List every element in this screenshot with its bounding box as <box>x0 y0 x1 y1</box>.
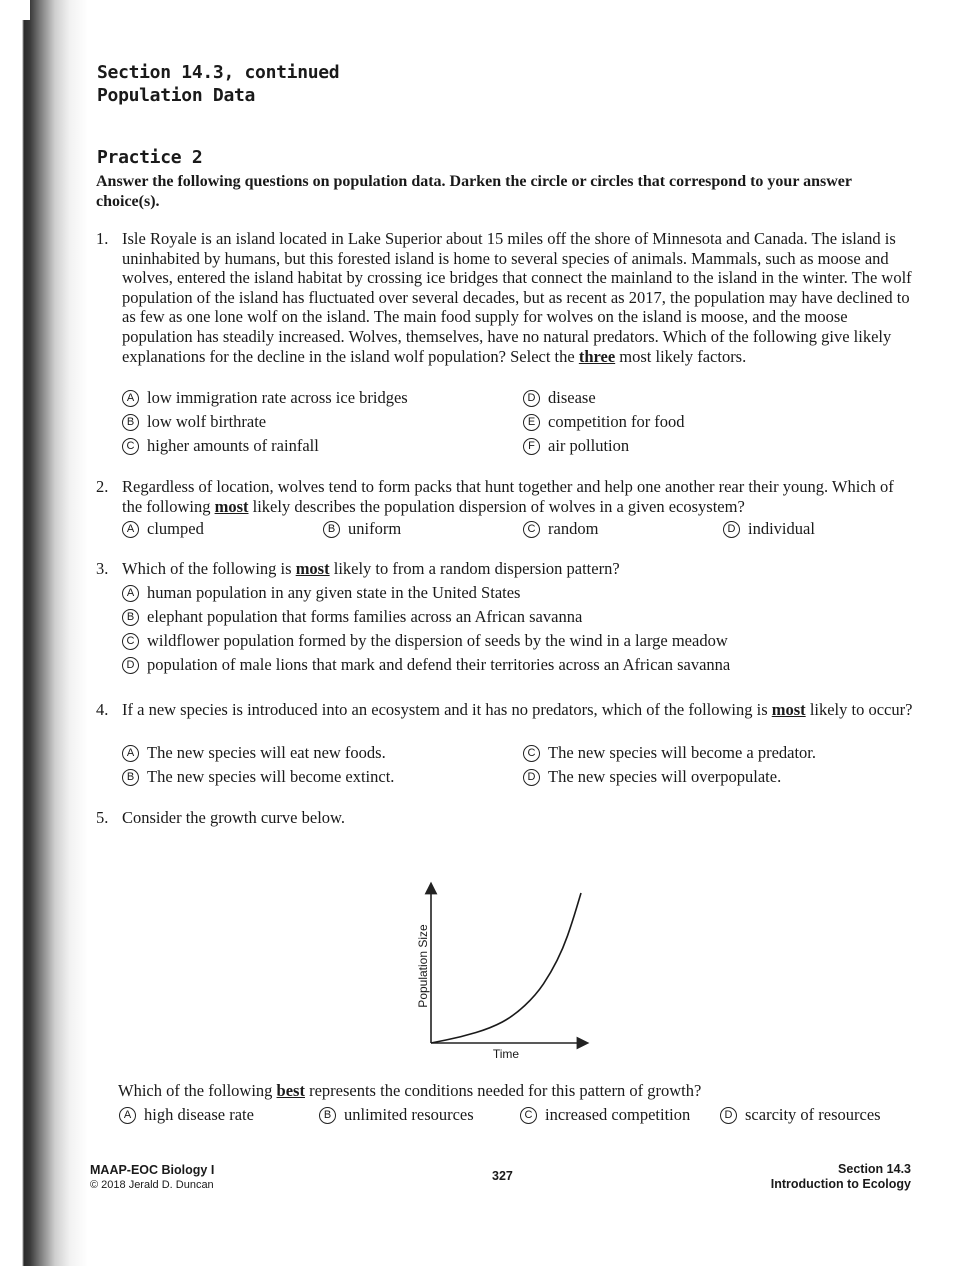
answer-bubble[interactable]: A <box>122 390 139 407</box>
practice-heading: Practice 2 <box>97 147 203 168</box>
answer-text: low immigration rate across ice bridges <box>147 388 408 407</box>
question-1 <box>96 229 916 366</box>
answer-option-1e[interactable] <box>523 412 685 432</box>
answer-bubble[interactable]: C <box>523 745 540 762</box>
answer-bubble[interactable]: B <box>323 521 340 538</box>
answer-bubble[interactable]: B <box>122 769 139 786</box>
answer-option-1f[interactable] <box>523 436 629 456</box>
growth-curve-svg <box>400 880 600 1065</box>
answer-text: clumped <box>147 519 204 538</box>
question-text <box>118 1081 938 1101</box>
question-text <box>122 229 916 366</box>
question-emphasis: most <box>295 559 330 578</box>
answer-option-3d[interactable] <box>122 655 730 675</box>
footer-right <box>700 1162 911 1192</box>
footer-section-title: Introduction to Ecology <box>770 1177 911 1191</box>
question-text-part: Which of the following <box>118 1081 277 1100</box>
answer-text: The new species will overpopulate. <box>548 767 782 786</box>
growth-curve-chart <box>400 880 600 1070</box>
answer-text: population of male lions that mark and defend their territories across an African savanna <box>147 655 731 674</box>
question-emphasis: best <box>276 1081 305 1100</box>
answer-bubble[interactable]: D <box>723 521 740 538</box>
answer-text: competition for food <box>548 412 685 431</box>
answer-option-2d[interactable] <box>723 519 815 539</box>
footer-section: Section 14.3 <box>838 1162 911 1176</box>
footer-copyright: © 2018 Jerald D. Duncan <box>90 1179 214 1191</box>
answer-text: higher amounts of rainfall <box>147 436 319 455</box>
answer-bubble[interactable]: B <box>122 414 139 431</box>
y-axis-label: Population Size <box>416 924 430 1008</box>
answer-bubble[interactable]: C <box>520 1107 537 1124</box>
question-text <box>122 559 916 579</box>
page-number: 327 <box>492 1169 513 1183</box>
question-text-part: represents the conditions needed for this pattern of growth? <box>304 1081 702 1100</box>
answer-text: The new species will become extinct. <box>147 767 395 786</box>
instructions: Answer the following questions on population data. Darken the circle or circles that correspond to your answer choice(s). <box>96 173 852 210</box>
question-number: 5. <box>96 808 109 827</box>
question-emphasis: most <box>214 496 249 516</box>
answer-option-4d[interactable] <box>523 767 781 787</box>
question-number: 4. <box>96 700 109 719</box>
answer-bubble[interactable]: A <box>122 521 139 538</box>
question-text-part: Regardless of location, wolves tend to form packs that hunt together and help one another rear their young. Which of the following <box>122 477 894 516</box>
answer-option-2b[interactable] <box>323 519 401 539</box>
answer-bubble[interactable]: F <box>523 438 540 455</box>
answer-bubble[interactable]: B <box>122 609 139 626</box>
question-text: Consider the growth curve below. <box>122 808 345 827</box>
answer-option-5a[interactable] <box>119 1105 254 1125</box>
answer-text: The new species will eat new foods. <box>147 743 386 762</box>
question-number: 1. <box>96 229 109 248</box>
answer-text: air pollution <box>548 436 630 455</box>
question-text-part: likely to occur? <box>805 700 913 719</box>
answer-bubble[interactable]: E <box>523 414 540 431</box>
question-4 <box>96 700 916 720</box>
section-heading: Section 14.3, continued <box>97 62 340 83</box>
answer-text: elephant population that forms families across an African savanna <box>147 607 583 626</box>
question-3 <box>96 559 916 579</box>
answer-bubble[interactable]: C <box>122 633 139 650</box>
answer-text: increased competition <box>545 1105 691 1124</box>
answer-option-5c[interactable] <box>520 1105 690 1125</box>
growth-curve-line <box>431 893 581 1043</box>
answer-option-4a[interactable] <box>122 743 386 763</box>
answer-option-1c[interactable] <box>122 436 319 456</box>
question-text-part: likely describes the population dispersion of wolves in a given ecosystem? <box>248 496 745 516</box>
answer-bubble[interactable]: D <box>523 390 540 407</box>
answer-bubble[interactable]: A <box>119 1107 136 1124</box>
answer-bubble[interactable]: C <box>523 521 540 538</box>
question-text <box>122 700 916 720</box>
question-text <box>122 477 916 516</box>
answer-text: random <box>548 519 599 538</box>
answer-text: scarcity of resources <box>745 1105 881 1124</box>
question-5 <box>96 808 916 828</box>
answer-option-2c[interactable] <box>523 519 598 539</box>
question-number: 2. <box>96 477 109 496</box>
answer-option-5d[interactable] <box>720 1105 881 1125</box>
answer-option-1a[interactable] <box>122 388 408 408</box>
answer-text: human population in any given state in the United States <box>147 583 521 602</box>
question-5-followup <box>118 1081 938 1101</box>
answer-option-2a[interactable] <box>122 519 204 539</box>
question-text-part: likely to from a random dispersion pattern? <box>329 559 620 578</box>
answer-bubble[interactable]: A <box>122 745 139 762</box>
answer-bubble[interactable]: A <box>122 585 139 602</box>
answer-bubble[interactable]: D <box>122 657 139 674</box>
answer-option-3c[interactable] <box>122 631 728 651</box>
answer-bubble[interactable]: C <box>122 438 139 455</box>
answer-option-4b[interactable] <box>122 767 394 787</box>
answer-text: unlimited resources <box>344 1105 474 1124</box>
answer-option-1b[interactable] <box>122 412 266 432</box>
section-subtitle: Population Data <box>97 85 256 106</box>
answer-option-5b[interactable] <box>319 1105 474 1125</box>
answer-text: low wolf birthrate <box>147 412 267 431</box>
question-emphasis: three <box>578 346 616 366</box>
answer-option-4c[interactable] <box>523 743 816 763</box>
question-text-part: Which of the following is <box>122 559 296 578</box>
footer-book-title: MAAP-EOC Biology I <box>90 1163 215 1177</box>
question-number: 3. <box>96 559 109 578</box>
question-2 <box>96 477 916 516</box>
answer-option-1d[interactable] <box>523 388 596 408</box>
answer-option-3a[interactable] <box>122 583 520 603</box>
answer-text: individual <box>748 519 815 538</box>
answer-bubble[interactable]: D <box>720 1107 737 1124</box>
answer-text: uniform <box>348 519 402 538</box>
answer-text: disease <box>548 388 596 407</box>
answer-text: high disease rate <box>144 1105 254 1124</box>
answer-text: wildflower population formed by the dispersion of seeds by the wind in a large meadow <box>147 631 728 650</box>
x-axis-label: Time <box>492 1047 520 1061</box>
answer-text: The new species will become a predator. <box>548 743 817 762</box>
answer-option-3b[interactable] <box>122 607 582 627</box>
question-text-part: Isle Royale is an island located in Lake Superior about 15 miles off the shore of Minnesota and Canada. The island is uninhabited by humans, but this forested island is home to several species of animals. Mammals, such as moose and wolves, entered the island habitat by crossing ice bridges that connect the mainland to the island in the winter. The wolf population of the island has fluctuated over several decades, but as recent as 2017, the population may have declined to as few as one lone wolf on the island. The main food supply for wolves on the island is moose, and the moose population has steadily increased. Wolves, themselves, have no natural predators. Which of the following give likely explanations for the decline in the island wolf population? Select the <box>122 229 912 366</box>
answer-bubble[interactable]: D <box>523 769 540 786</box>
question-text-part: most likely factors. <box>615 346 747 366</box>
answer-bubble[interactable]: B <box>319 1107 336 1124</box>
footer-left <box>90 1163 214 1193</box>
question-text-part: If a new species is introduced into an ecosystem and it has no predators, which of the following is <box>122 700 772 719</box>
question-emphasis: most <box>771 700 806 719</box>
